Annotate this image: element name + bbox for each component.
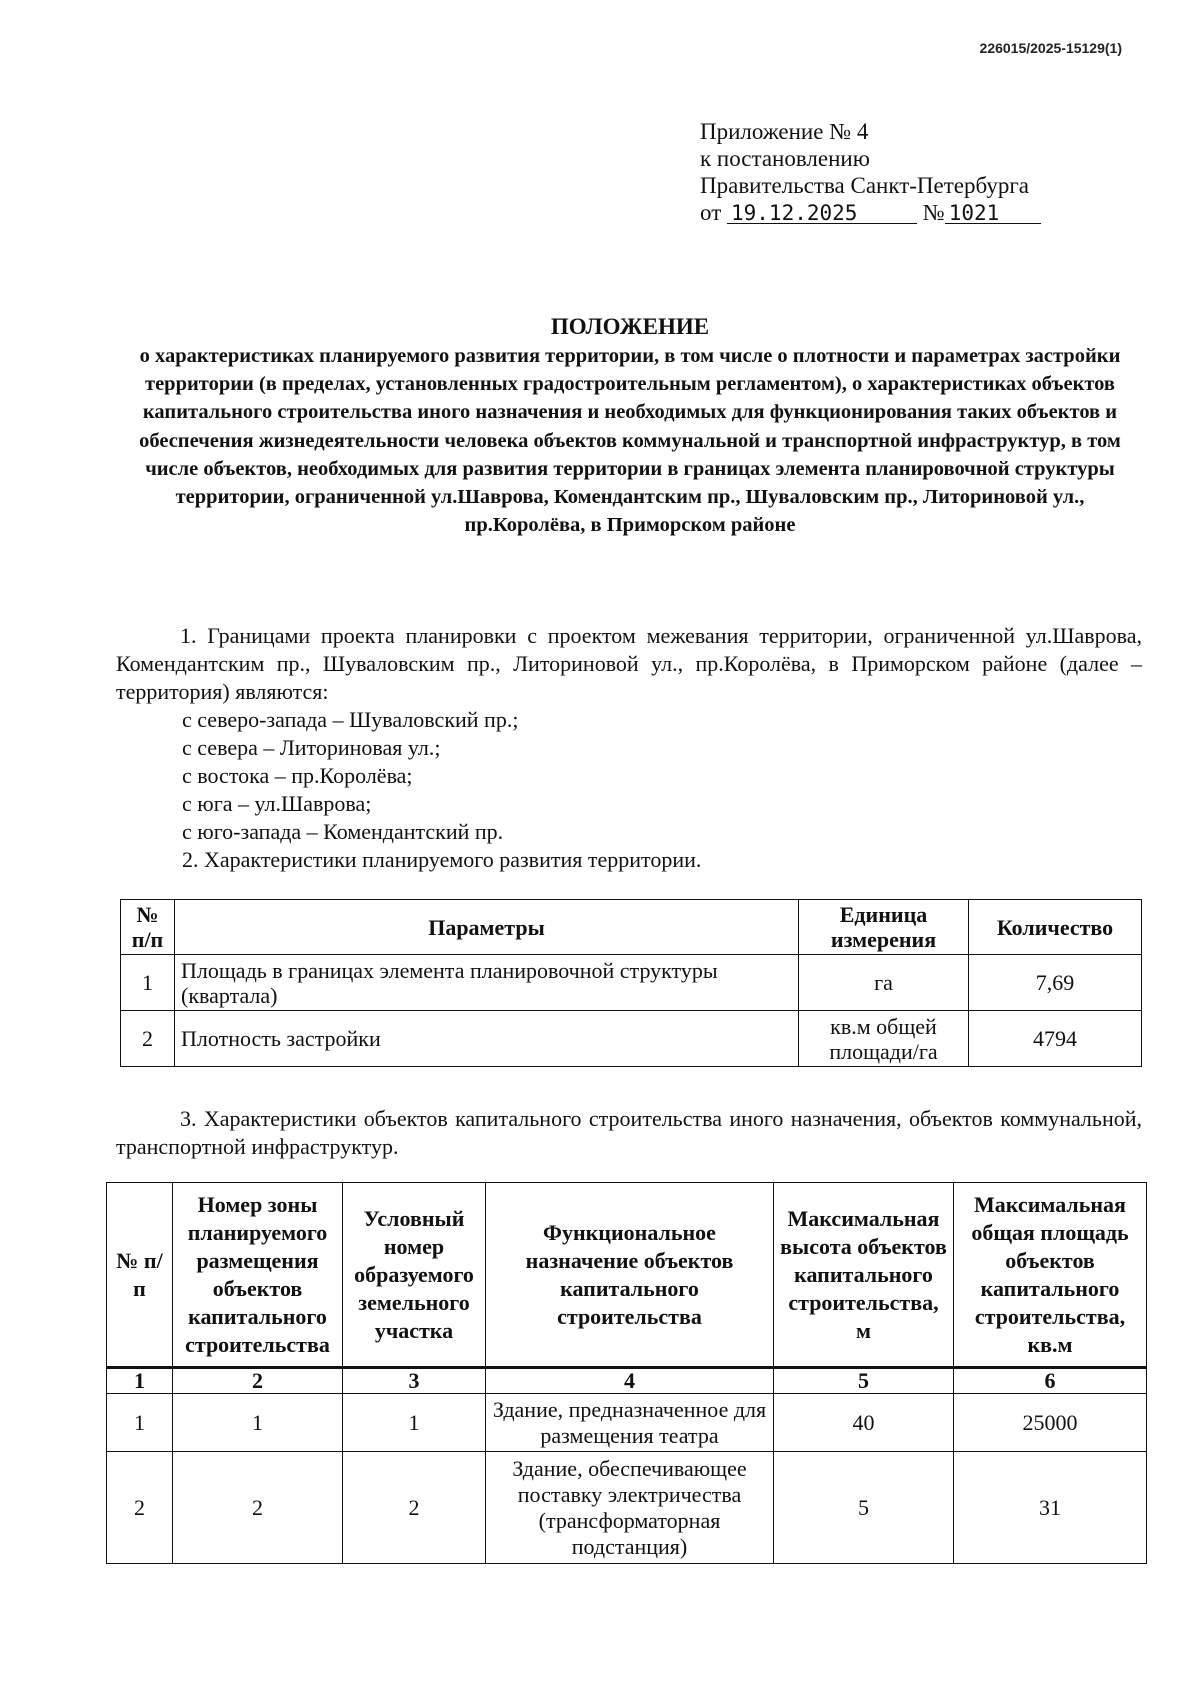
header-cell: Количество bbox=[969, 900, 1142, 955]
column-number: 4 bbox=[486, 1368, 774, 1394]
column-number: 3 bbox=[343, 1368, 486, 1394]
table-cell: Здание, предназначенное для размещения театра bbox=[486, 1394, 774, 1452]
table-cell: 1 bbox=[173, 1394, 343, 1452]
header-cell: Номер зоны планируемого размещения объектов капитального строительства bbox=[173, 1183, 343, 1368]
table-cell: 2 bbox=[121, 1011, 175, 1067]
decree-date: 19.12.2025 bbox=[727, 203, 917, 224]
table-cell: кв.м общей площади/га bbox=[799, 1011, 969, 1067]
table-cell: 31 bbox=[954, 1452, 1147, 1564]
section-3-paragraph: 3. Характеристики объектов капитального строительства иного назначения, объектов коммунальной, транспортной инфраструктур. bbox=[116, 1106, 1142, 1159]
territory-characteristics-table bbox=[120, 899, 1142, 1067]
table-cell: 2 bbox=[107, 1452, 173, 1564]
table-cell: га bbox=[799, 955, 969, 1011]
column-number: 1 bbox=[107, 1368, 173, 1394]
table-cell: 2 bbox=[343, 1452, 486, 1564]
appendix-line-2: к постановлению bbox=[700, 146, 870, 171]
boundary-item: с севера – Литориновая ул.; bbox=[182, 735, 441, 760]
column-number: 5 bbox=[774, 1368, 954, 1394]
header-cell: Функциональное назначение объектов капитального строительства bbox=[486, 1183, 774, 1368]
header-cell: Единица измерения bbox=[799, 900, 969, 955]
table-cell: Здание, обеспечивающее поставку электричества (трансформаторная подстанция) bbox=[486, 1452, 774, 1564]
appendix-line-3: Правительства Санкт-Петербурга bbox=[700, 173, 1029, 198]
decree-number: 1021 bbox=[945, 203, 1041, 224]
section-1 bbox=[116, 622, 1142, 874]
table-row bbox=[107, 1394, 1147, 1452]
table-cell: 4794 bbox=[969, 1011, 1142, 1067]
table-cell: 5 bbox=[774, 1452, 954, 1564]
table-cell: 1 bbox=[121, 955, 175, 1011]
header-cell: Параметры bbox=[175, 900, 799, 955]
table-cell: 25000 bbox=[954, 1394, 1147, 1452]
table-row bbox=[121, 1011, 1142, 1067]
header-cell: Максимальная высота объектов капитального строительства, м bbox=[774, 1183, 954, 1368]
header-cell: Условный номер образуемого земельного участка bbox=[343, 1183, 486, 1368]
column-number: 6 bbox=[954, 1368, 1147, 1394]
section-1-paragraph: 1. Границами проекта планировки с проектом межевания территории, ограниченной ул.Шаврова, Комендантским пр., Шуваловским пр., Литориновой ул., пр.Королёва, в Приморском районе (далее – территория) являются: bbox=[116, 623, 1142, 704]
title-subtitle: о характеристиках планируемого развития территории, в том числе о плотности и параметрах застройки территории (в пределах, установленных градостроительным регламентом), о характеристиках объектов капитального строительства иного назначения и необходимых для функционирования таких объектов и обеспечения жизнедеятельности человека объектов коммунальной и транспортной инфраструктур, в том числе объектов, необходимых для развития территории в границах элемента планировочной структуры территории, ограниченной ул.Шаврова, Комендантским пр., Шуваловским пр., Литориновой ул., пр.Королёва, в Приморском районе bbox=[139, 345, 1121, 537]
table-cell: Площадь в границах элемента планировочной структуры (квартала) bbox=[175, 955, 799, 1011]
column-number: 2 bbox=[173, 1368, 343, 1394]
table-cell: 1 bbox=[107, 1394, 173, 1452]
date-prefix: от bbox=[700, 200, 722, 225]
title-main: ПОЛОЖЕНИЕ bbox=[550, 314, 710, 339]
table-header-row bbox=[107, 1183, 1147, 1368]
document-number: 226015/2025-15129(1) bbox=[979, 40, 1122, 56]
column-number-row bbox=[107, 1368, 1147, 1394]
table-cell: Плотность застройки bbox=[175, 1011, 799, 1067]
appendix-date-line bbox=[700, 199, 1041, 226]
header-cell: Максимальная общая площадь объектов капитального строительства, кв.м bbox=[954, 1183, 1147, 1368]
appendix-title: Приложение № 4 bbox=[700, 119, 869, 144]
appendix-block bbox=[700, 118, 1041, 226]
boundary-item: с северо-запада – Шуваловский пр.; bbox=[182, 707, 519, 732]
section-2-heading: 2. Характеристики планируемого развития территории. bbox=[182, 847, 702, 872]
number-prefix: № bbox=[922, 200, 945, 225]
table-cell: 2 bbox=[173, 1452, 343, 1564]
table-cell: 7,69 bbox=[969, 955, 1142, 1011]
table-cell: 1 bbox=[343, 1394, 486, 1452]
header-cell: № п/п bbox=[121, 900, 175, 955]
boundary-item: с юга – ул.Шаврова; bbox=[182, 791, 372, 816]
header-cell: № п/п bbox=[107, 1183, 173, 1368]
boundary-item: с юго-запада – Комендантский пр. bbox=[182, 819, 504, 844]
section-3 bbox=[116, 1105, 1142, 1161]
table-cell: 40 bbox=[774, 1394, 954, 1452]
capital-construction-table bbox=[106, 1182, 1147, 1564]
table-row bbox=[121, 955, 1142, 1011]
document-title bbox=[100, 312, 1160, 539]
table-header-row bbox=[121, 900, 1142, 955]
table-row bbox=[107, 1452, 1147, 1564]
boundary-item: с востока – пр.Королёва; bbox=[182, 763, 413, 788]
